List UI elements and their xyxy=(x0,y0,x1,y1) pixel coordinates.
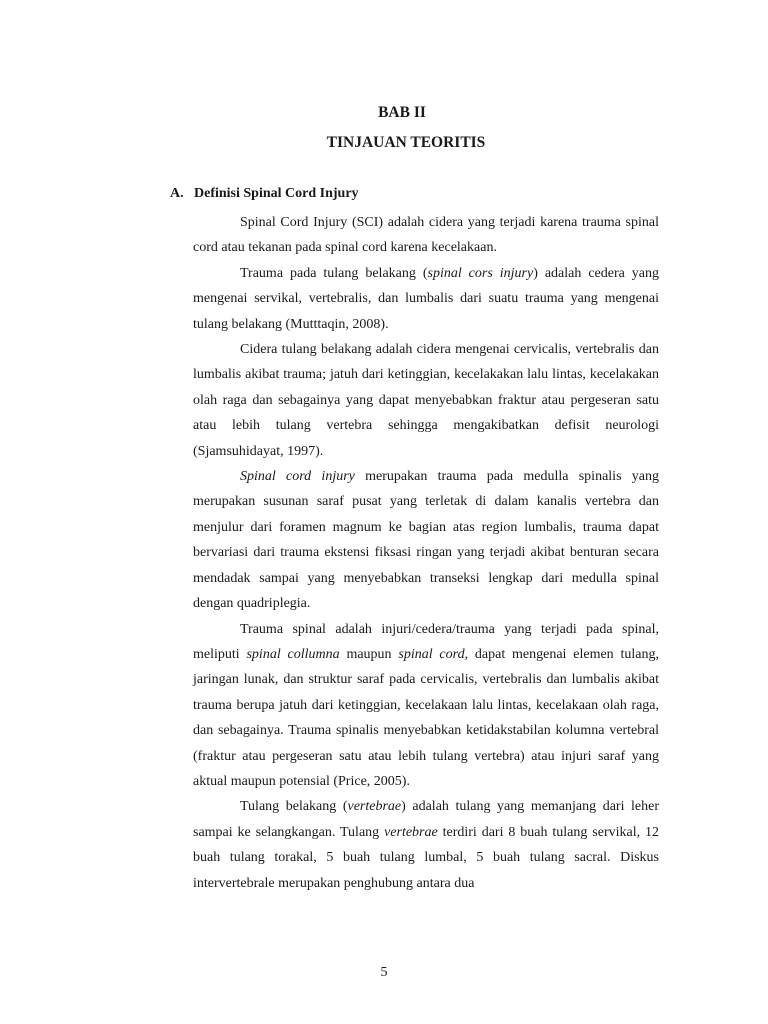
paragraph-text: , dapat mengenai elemen tulang, jaringan lunak, dan struktur saraf pada cervicalis, vertebralis dan lumbalis akibat trauma berupa jatuh dari ketinggian, kecelakaan lalu lintas, kecelakaan olah raga, dan sebagainya. Trauma spinalis menyebabkan ketidakstabilan kolumna vertebral (fraktur atau pergeseran satu atau lebih tulang vertebra) atau injuri saraf yang aktual maupun potensial (Price, 2005). xyxy=(193,646,659,789)
paragraph-text: terdiri dari 8 buah tulang servikal, 12 buah tulang torakal, 5 buah tulang lumbal, 5 buah tulang sacral. Diskus intervertebrale merupakan penghubung antara dua xyxy=(193,824,659,891)
paragraph-text: Tulang belakang ( xyxy=(240,799,348,815)
paragraph-6 xyxy=(193,794,659,896)
paragraph-1 xyxy=(193,210,659,261)
section-title: Definisi Spinal Cord Injury xyxy=(194,186,359,201)
paragraph-text: Trauma spinal adalah injuri/cedera/trauma yang terjadi pada spinal, meliputi xyxy=(193,621,659,662)
section-marker: A. xyxy=(170,186,184,201)
paragraph-text: ) adalah tulang yang memanjang dari leher sampai ke selangkangan. Tulang xyxy=(193,799,659,840)
paragraph-text: ) adalah cedera yang mengenai servikal, vertebralis, dan lumbalis dari suatu trauma yang mengenai tulang belakang (Mutttaqin, 2008). xyxy=(193,265,660,332)
paragraph-3 xyxy=(193,337,659,464)
paragraph-5 xyxy=(193,617,659,795)
paragraph-text: Cidera tulang belakang adalah cidera mengenai cervicalis, vertebralis dan lumbalis akibat trauma; jatuh dari ketinggian, kecelakakan lalu lintas, kecelakakan olah raga dan sebagainya yang dapat menyebabkan fraktur atau pergeseran satu atau lebih tulang vertebra sehingga mengakibatkan defisit neurologi (Sjamsuhidayat, 1997). xyxy=(193,342,659,459)
page-number: 5 xyxy=(380,965,388,980)
paragraph-4 xyxy=(193,464,659,616)
paragraph-text: merupakan trauma pada medulla spinalis yang merupakan susunan saraf pusat yang terletak di dalam kanalis vertebra dan menjulur dari foramen magnum ke bagian atas region lumbalis, trauma dapat bervariasi dari trauma ekstensi fiksasi ringan yang terjadi akibat benturan secara mendadak sampai yang menyebabkan transeksi lengkap dari medulla spinal dengan quadriplegia. xyxy=(193,469,659,612)
paragraph-text: maupun xyxy=(339,646,399,662)
section-heading xyxy=(170,186,359,202)
italic-term: vertebrae xyxy=(384,824,438,840)
chapter-number: BAB II xyxy=(378,104,426,121)
chapter-title: TINJAUAN TEORITIS xyxy=(326,134,486,151)
italic-term: vertebrae xyxy=(347,799,402,815)
italic-term: spinal collumna xyxy=(246,646,340,662)
paragraph-2 xyxy=(193,261,659,337)
italic-term: Spinal cord injury xyxy=(240,469,355,485)
body-text xyxy=(193,210,659,896)
italic-term: spinal cors injury xyxy=(427,265,534,281)
italic-term: spinal cord xyxy=(398,646,465,662)
paragraph-text: Trauma pada tulang belakang ( xyxy=(240,265,428,281)
paragraph-text: Spinal Cord Injury (SCI) adalah cidera yang terjadi karena trauma spinal cord atau tekanan pada spinal cord karena kecelakaan. xyxy=(193,215,659,256)
